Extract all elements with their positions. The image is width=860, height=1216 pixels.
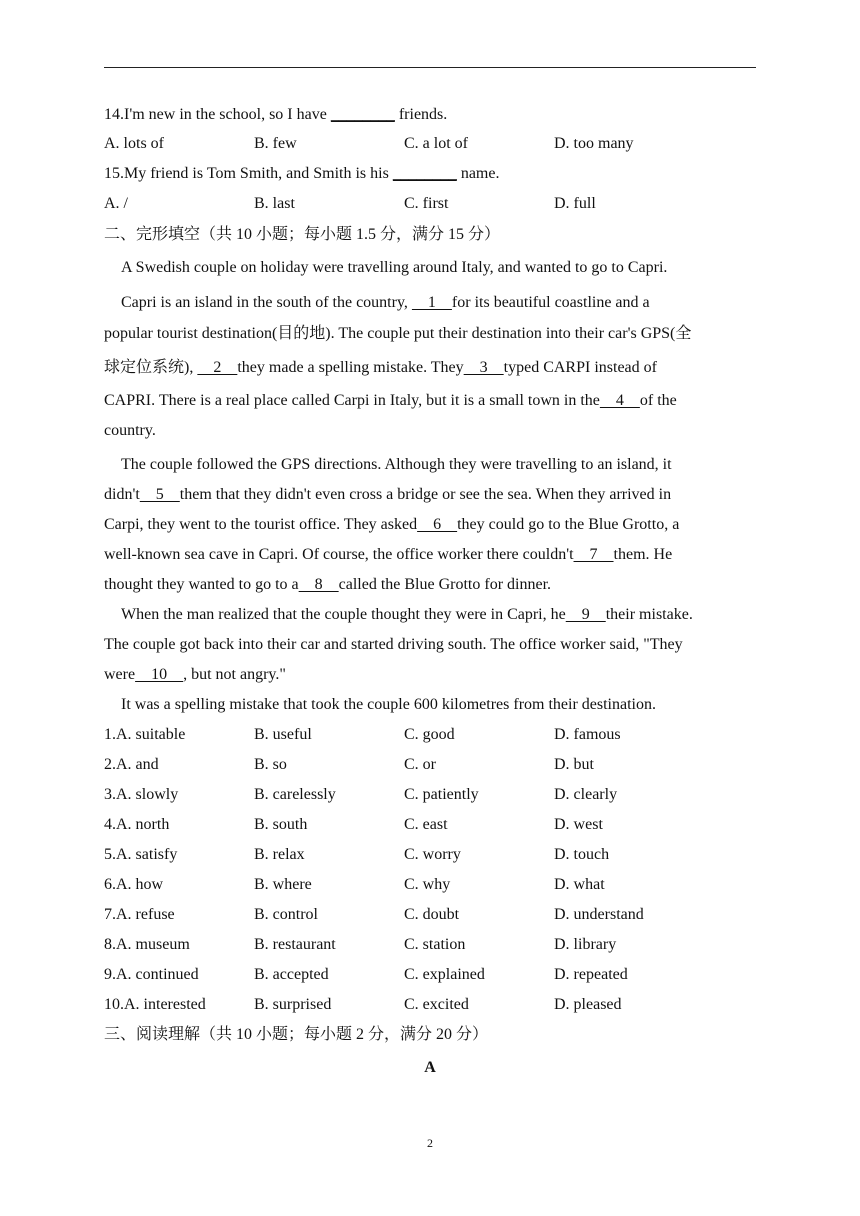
passage-text: 球定位系统),	[104, 359, 198, 376]
cloze-options-2	[104, 755, 756, 775]
option-a: 6.A. how	[104, 876, 164, 893]
q15-options	[104, 194, 756, 214]
passage-text: well-known sea cave in Capri. Of course, the office worker there couldn't	[104, 546, 574, 563]
cloze-options-6	[104, 875, 756, 895]
option-c: C. or	[404, 756, 436, 773]
passage-text: they made a spelling mistake. They	[237, 359, 464, 376]
question-15	[104, 164, 756, 184]
cloze-options-9	[104, 965, 756, 985]
section-3-part-label: A	[424, 1059, 436, 1076]
passage-text: of the	[639, 392, 677, 409]
passage-paragraph-5: It was a spelling mistake that took the couple 600 kilometres from their destination.	[121, 696, 656, 713]
option-d: D. repeated	[554, 966, 628, 983]
option-b: B. so	[254, 756, 287, 773]
passage-text: called the Blue Grotto for dinner.	[338, 576, 552, 593]
option-a: 5.A. satisfy	[104, 846, 178, 863]
option-a: 7.A. refuse	[104, 906, 175, 923]
cloze-options-8	[104, 935, 756, 955]
option-d: D. clearly	[554, 786, 618, 803]
cloze-options-4	[104, 815, 756, 835]
passage-line	[104, 545, 756, 565]
passage-line: popular tourist destination(目的地). The couple put their destination into their car's GPS(全	[104, 325, 692, 342]
passage-line	[104, 485, 756, 505]
option-b: B. control	[254, 906, 318, 923]
q15-text-after: name.	[456, 165, 500, 182]
passage-text: When the man realized that the couple thought they were in Capri, he	[121, 606, 566, 623]
blank-9: 9	[565, 606, 606, 623]
option-a: 10.A. interested	[104, 996, 206, 1013]
cloze-options-3	[104, 785, 756, 805]
page-number: 2	[427, 1136, 433, 1150]
blank-10: 10	[135, 666, 184, 683]
option-c: C. patiently	[404, 786, 479, 803]
q14-option-d: D. too many	[554, 135, 634, 152]
cloze-options-1	[104, 725, 756, 745]
option-d: D. famous	[554, 726, 621, 743]
passage-text: , but not angry."	[183, 666, 286, 683]
q15-option-a: A. /	[104, 195, 128, 212]
blank-6: 6	[417, 516, 458, 533]
option-b: B. useful	[254, 726, 312, 743]
passage-line: country.	[104, 422, 156, 439]
passage-text: CAPRI. There is a real place called Carpi in Italy, but it is a small town in the	[104, 392, 600, 409]
option-d: D. west	[554, 816, 603, 833]
passage-text: typed CARPI instead of	[503, 359, 657, 376]
option-d: D. pleased	[554, 996, 622, 1013]
option-b: B. carelessly	[254, 786, 336, 803]
option-b: B. south	[254, 816, 308, 833]
passage-text: were	[104, 666, 136, 683]
q15-text-before: 15.My friend is Tom Smith, and Smith is his	[104, 165, 393, 182]
option-b: B. accepted	[254, 966, 329, 983]
option-c: C. explained	[404, 966, 485, 983]
cloze-options-5	[104, 845, 756, 865]
option-d: D. what	[554, 876, 605, 893]
header-rule	[104, 67, 756, 68]
passage-text: thought they wanted to go to a	[104, 576, 299, 593]
passage-line	[104, 391, 756, 411]
option-d: D. library	[554, 936, 617, 953]
blank-5: 5	[139, 486, 180, 503]
passage-line	[104, 293, 773, 313]
blank-4: 4	[599, 392, 640, 409]
passage-line	[104, 575, 756, 595]
option-d: D. understand	[554, 906, 644, 923]
q14-option-b: B. few	[254, 135, 297, 152]
cloze-options-7	[104, 905, 756, 925]
option-b: B. where	[254, 876, 312, 893]
q15-blank: ________	[392, 165, 457, 182]
section-2-title: 二、完形填空（共 10 小题；每小题 1.5 分，满分 15 分）	[104, 226, 501, 243]
option-d: D. but	[554, 756, 594, 773]
blank-1: 1	[411, 294, 452, 311]
option-c: C. doubt	[404, 906, 460, 923]
option-c: C. why	[404, 876, 451, 893]
blank-3: 3	[463, 359, 504, 376]
passage-text: didn't	[104, 486, 140, 503]
option-c: C. worry	[404, 846, 461, 863]
passage-text: for its beautiful coastline and a	[451, 294, 650, 311]
option-b: B. surprised	[254, 996, 332, 1013]
question-14	[104, 105, 756, 125]
q14-blank: ________	[330, 106, 395, 123]
option-c: C. east	[404, 816, 448, 833]
option-a: 1.A. suitable	[104, 726, 186, 743]
option-a: 2.A. and	[104, 756, 159, 773]
q15-option-d: D. full	[554, 195, 596, 212]
q14-option-a: A. lots of	[104, 135, 164, 152]
blank-8: 8	[298, 576, 339, 593]
option-d: D. touch	[554, 846, 610, 863]
passage-text: they could go to the Blue Grotto, a	[457, 516, 680, 533]
passage-text: Capri is an island in the south of the country,	[121, 294, 412, 311]
passage-text: Carpi, they went to the tourist office. They asked	[104, 516, 418, 533]
passage-line	[104, 665, 756, 685]
passage-text: them. He	[613, 546, 673, 563]
passage-text: their mistake.	[605, 606, 693, 623]
option-a: 4.A. north	[104, 816, 170, 833]
passage-line	[104, 605, 773, 625]
option-b: B. restaurant	[254, 936, 336, 953]
passage-line: The couple followed the GPS directions. Although they were travelling to an island, it	[121, 456, 672, 473]
option-c: C. excited	[404, 996, 469, 1013]
passage-line: The couple got back into their car and started driving south. The office worker said, "They	[104, 636, 683, 653]
section-3-title: 三、阅读理解（共 10 小题；每小题 2 分，满分 20 分）	[104, 1026, 489, 1043]
blank-7: 7	[573, 546, 614, 563]
q15-option-c: C. first	[404, 195, 449, 212]
option-a: 9.A. continued	[104, 966, 199, 983]
cloze-options-10	[104, 995, 756, 1015]
passage-paragraph-1: A Swedish couple on holiday were travelling around Italy, and wanted to go to Capri.	[121, 259, 668, 276]
blank-2: 2	[197, 359, 238, 376]
option-c: C. good	[404, 726, 455, 743]
option-b: B. relax	[254, 846, 305, 863]
option-a: 3.A. slowly	[104, 786, 179, 803]
q14-text-before: 14.I'm new in the school, so I have	[104, 106, 331, 123]
passage-text: them that they didn't even cross a bridge or see the sea. When they arrived in	[179, 486, 672, 503]
passage-line	[104, 358, 756, 378]
option-c: C. station	[404, 936, 466, 953]
q14-options	[104, 134, 756, 154]
option-a: 8.A. museum	[104, 936, 190, 953]
q14-text-after: friends.	[394, 106, 448, 123]
passage-line	[104, 515, 756, 535]
q14-option-c: C. a lot of	[404, 135, 468, 152]
q15-option-b: B. last	[254, 195, 295, 212]
